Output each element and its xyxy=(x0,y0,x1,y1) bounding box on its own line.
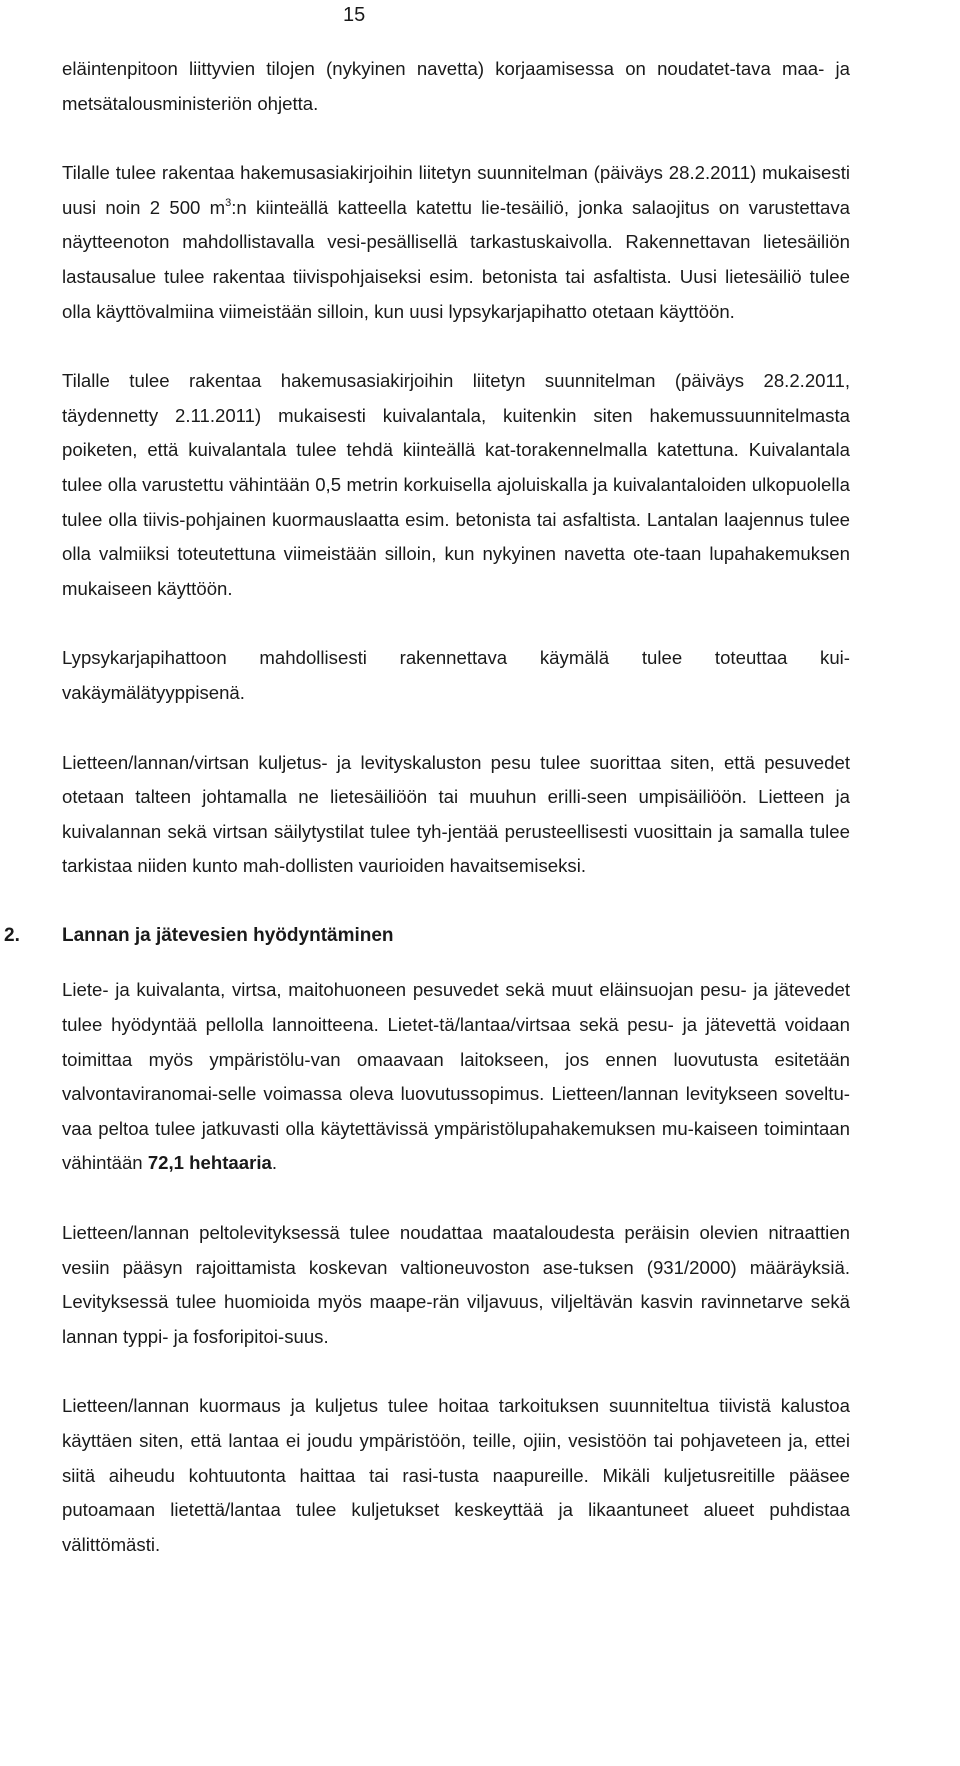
paragraph-6-text-b: . xyxy=(271,1152,278,1174)
paragraph-8: Lietteen/lannan kuormaus ja kuljetus tulee hoitaa tarkoituksen suunniteltua tiivistä kalustoa käyttäen siten, että lantaa ei joudu ympäristöön, teille, ojiin, vesistöön tai pohjaveteen ja, ettei siitä aiheudu kohtuutonta haittaa tai rasi-tusta naapureille. Mikäli kuljetusreitille pääsee putoamaan lietettä/lantaa tulee kuljetukset keskeyttää ja likaantuneet alueet puhdistaa välittömästi. xyxy=(62,1395,850,1555)
section-heading xyxy=(4,919,850,954)
paragraph-6-text-a: Liete- ja kuivalanta, virtsa, maitohuoneen pesuvedet sekä muut eläinsuojan pesu- ja jätevedet tulee hyödyntää pellolla lannoitteena. Lietet-tä/lantaa/virtsaa sekä pesu- ja jätevettä voidaan toimittaa myös ympäristölu-van omaavaan laitokseen, jos ennen luovutusta esitetään valvontaviranomai-selle voimassa oleva luovutussopimus. Lietteen/lannan levitykseen soveltu-vaa peltoa tulee jatkuvasti olla käytettävissä ympäristölupahakemuksen mu-kaiseen toimintaan vähintään xyxy=(62,979,850,1174)
paragraph-2 xyxy=(62,156,850,329)
paragraph-2-text-a: Tilalle tulee rakentaa hakemusasiakirjoihin liitetyn suunnitelman (päiväys 28.2.2011) mukaisesti uusi noin 2 500 m xyxy=(62,162,850,218)
document-body xyxy=(4,52,851,1597)
page-number: 15 xyxy=(343,4,366,26)
paragraph-3: Tilalle tulee rakentaa hakemusasiakirjoihin liitetyn suunnitelman (päiväys 28.2.2011, täydennetty 2.11.2011) mukaisesti kuivalantala, kuitenkin siten hakemussuunnitelmasta poiketen, että kuivalantala tulee tehdä kiinteällä kat-torakennelmalla katettuna. Kuivalantala tulee olla varustettu vähintään 0,5 metrin korkuisella ajoluiskalla ja kuivalantaloiden ulkopuolella tulee olla tiivis-pohjainen kuormauslaatta esim. betonista tai asfaltista. Lantalan laajennus tulee olla valmiiksi toteutettuna viimeistään silloin, kun nykyinen navetta ote-taan lupahakemuksen mukaiseen käyttöön. xyxy=(62,370,850,599)
section-number: 2. xyxy=(4,924,20,946)
paragraph-2-text-b: :n kiinteällä katteella katettu lie-tesäiliö, jonka salaojitus on varustettava näytteenoton mahdollistavalla vesi-pesällisellä tarkastuskaivolla. Rakennettavan lietesäiliön lastausalue tulee rakentaa tiivispohjaiseksi esim. betonista tai asfaltista. Uusi lietesäiliö tulee olla käyttövalmiina viimeistään silloin, kun uusi lypsykarjapihatto otetaan käyttöön. xyxy=(62,196,851,322)
superscript-3: 3 xyxy=(225,196,232,209)
paragraph-4: Lypsykarjapihattoon mahdollisesti rakennettava käymälä tulee toteuttaa kui-vakäymälätyyppisenä. xyxy=(62,647,850,703)
paragraph-6 xyxy=(62,973,850,1181)
section-title: Lannan ja jätevesien hyödyntäminen xyxy=(62,924,394,946)
hectare-amount: 72,1 hehtaaria xyxy=(147,1152,272,1174)
paragraph-5: Lietteen/lannan/virtsan kuljetus- ja levityskaluston pesu tulee suorittaa siten, että pesuvedet otetaan talteen johtamalla ne lietesäiliöön tai muuhun erilli-seen umpisäiliöön. Lietteen ja kuivalannan sekä virtsan säilytystilat tulee tyh-jentää perusteellisesti vuosittain ja samalla tulee tarkistaa niiden kunto mah-dollisten vaurioiden havaitsemiseksi. xyxy=(62,751,850,877)
paragraph-7: Lietteen/lannan peltolevityksessä tulee noudattaa maataloudesta peräisin olevien nitraattien vesiin pääsyn rajoittamista koskevan valtioneuvoston ase-tuksen (931/2000) määräyksiä. Levityksessä tulee huomioida myös maape-rän viljavuus, viljeltävän kasvin ravinnetarve sekä lannan typpi- ja fosforipitoi-suus. xyxy=(62,1222,850,1347)
paragraph-1: eläintenpitoon liittyvien tilojen (nykyinen navetta) korjaamisessa on noudatet-tava maa- ja metsätalousministeriön ohjetta. xyxy=(62,58,850,114)
